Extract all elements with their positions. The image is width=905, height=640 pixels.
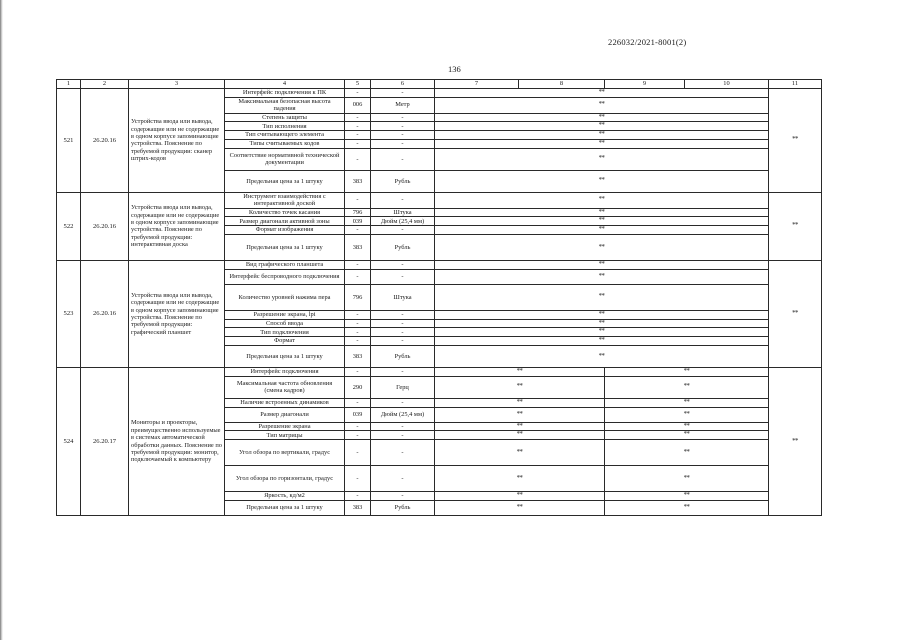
characteristic-name: Степень защиты [225, 113, 345, 122]
value-cell: ** [435, 113, 769, 122]
unit-code: - [345, 466, 371, 492]
characteristic-name: Интерфейс подключения к ПК [225, 89, 345, 98]
value-cell: ** [435, 501, 605, 516]
unit-code: 006 [345, 97, 371, 113]
unit-name: - [371, 337, 435, 346]
unit-name: - [371, 122, 435, 131]
value-cell: ** [435, 337, 769, 346]
value-cell: ** [435, 319, 769, 328]
characteristic-name: Наличие встроенных динамиков [225, 398, 345, 407]
unit-name: Рубль [371, 346, 435, 368]
unit-code: - [345, 368, 371, 377]
characteristic-name: Тип матрицы [225, 431, 345, 440]
value-cell: ** [605, 466, 769, 492]
characteristic-name: Типы считываемых кодов [225, 139, 345, 148]
unit-name: - [371, 422, 435, 431]
unit-code: - [345, 440, 371, 466]
unit-code: - [345, 192, 371, 208]
value-cell: ** [605, 376, 769, 398]
table-row [57, 192, 822, 208]
item-name: Устройства ввода или вывода, содержащие или не содержащие в одном корпусе запоминающие устройства. Пояснение по требуемой продукции: интерактивная доска [129, 192, 225, 260]
column-number: 9 [605, 80, 685, 89]
unit-code: 383 [345, 234, 371, 260]
value-cell: ** [435, 376, 605, 398]
characteristic-name: Тип считывающего элемента [225, 131, 345, 140]
unit-code: - [345, 492, 371, 501]
unit-code: - [345, 122, 371, 131]
unit-code: - [345, 269, 371, 284]
value-cell: ** [435, 368, 605, 377]
unit-name: - [371, 310, 435, 319]
characteristic-name: Разрешение экрана [225, 422, 345, 431]
value-cell: ** [435, 310, 769, 319]
unit-name: - [371, 131, 435, 140]
unit-code: 383 [345, 170, 371, 192]
okpd-code: 26.20.17 [81, 368, 129, 516]
unit-code: 796 [345, 208, 371, 217]
value-cell: ** [435, 284, 769, 310]
value-cell: ** [605, 431, 769, 440]
unit-code: - [345, 113, 371, 122]
unit-name: Дюйм (25,4 мм) [371, 407, 435, 422]
value-cell: ** [605, 407, 769, 422]
scan-edge [0, 0, 3, 640]
unit-name: - [371, 226, 435, 235]
value-cell: ** [435, 192, 769, 208]
value-cell: ** [435, 89, 769, 98]
unit-name: - [371, 398, 435, 407]
value-cell: ** [605, 492, 769, 501]
characteristic-name: Яркость, кд/м2 [225, 492, 345, 501]
value-cell: ** [605, 422, 769, 431]
value-cell: ** [435, 139, 769, 148]
value-cell: ** [435, 131, 769, 140]
value-cell: ** [435, 122, 769, 131]
characteristic-name: Способ ввода [225, 319, 345, 328]
unit-code: - [345, 431, 371, 440]
unit-code: 796 [345, 284, 371, 310]
table-row [57, 89, 822, 98]
column-number: 6 [371, 80, 435, 89]
okpd-code: 26.20.16 [81, 192, 129, 260]
unit-code: - [345, 337, 371, 346]
value-cell: ** [435, 466, 605, 492]
characteristic-name: Формат [225, 337, 345, 346]
column-number: 1 [57, 80, 81, 89]
characteristic-name: Соответствие нормативной технической документации [225, 148, 345, 170]
unit-code: - [345, 226, 371, 235]
unit-code: - [345, 310, 371, 319]
characteristic-name: Максимальная безопасная высота падения [225, 97, 345, 113]
value-cell: ** [605, 398, 769, 407]
unit-code: - [345, 89, 371, 98]
value-cell: ** [435, 431, 605, 440]
characteristic-name: Угол обзора по вертикали, градус [225, 440, 345, 466]
characteristic-name: Интерфейс беспроводного подключения [225, 269, 345, 284]
characteristic-name: Количество точек касания [225, 208, 345, 217]
item-number: 521 [57, 89, 81, 193]
okpd-code: 26.20.16 [81, 260, 129, 367]
unit-name: Герц [371, 376, 435, 398]
column-number: 2 [81, 80, 129, 89]
characteristic-name: Угол обзора по горизонтали, градус [225, 466, 345, 492]
column-number: 8 [519, 80, 605, 89]
characteristic-name: Размер диагонали [225, 407, 345, 422]
item-number: 522 [57, 192, 81, 260]
value-cell: ** [435, 328, 769, 337]
unit-code: 383 [345, 346, 371, 368]
column-11-value: ** [769, 368, 822, 516]
value-cell: ** [435, 492, 605, 501]
characteristic-name: Максимальная частота обновления (смена кадров) [225, 376, 345, 398]
unit-name: Штука [371, 284, 435, 310]
unit-code: - [345, 398, 371, 407]
unit-name: - [371, 139, 435, 148]
characteristic-name: Разрешение экрана, lpi [225, 310, 345, 319]
unit-code: 039 [345, 217, 371, 226]
unit-code: - [345, 131, 371, 140]
unit-name: Дюйм (25,4 мм) [371, 217, 435, 226]
unit-code: - [345, 328, 371, 337]
characteristic-name: Тип подключения [225, 328, 345, 337]
item-name: Мониторы и проекторы, преимущественно используемые в системах автоматической обработки данных. Пояснение по требуемой продукции: монитор, подключаемый к компьютеру [129, 368, 225, 516]
column-11-value: ** [769, 260, 822, 367]
value-cell: ** [435, 269, 769, 284]
specification-table [56, 79, 822, 516]
unit-name: - [371, 492, 435, 501]
table-row [57, 260, 822, 269]
unit-code: - [345, 422, 371, 431]
value-cell: ** [435, 170, 769, 192]
value-cell: ** [435, 148, 769, 170]
unit-code: - [345, 260, 371, 269]
column-number: 11 [769, 80, 822, 89]
characteristic-name: Размер диагонали активной зоны [225, 217, 345, 226]
column-number-row [57, 80, 822, 89]
value-cell: ** [435, 217, 769, 226]
characteristic-name: Тип исполнения [225, 122, 345, 131]
characteristic-name: Инструмент взаимодействия с интерактивной доской [225, 192, 345, 208]
unit-name: - [371, 368, 435, 377]
item-number: 523 [57, 260, 81, 367]
value-cell: ** [605, 440, 769, 466]
unit-name: - [371, 440, 435, 466]
value-cell: ** [435, 398, 605, 407]
unit-code: 290 [345, 376, 371, 398]
unit-name: - [371, 89, 435, 98]
column-number: 10 [685, 80, 769, 89]
characteristic-name: Вид графического планшета [225, 260, 345, 269]
unit-name: Штука [371, 208, 435, 217]
value-cell: ** [435, 97, 769, 113]
item-name: Устройства ввода или вывода, содержащие или не содержащие в одном корпусе запоминающие устройства. Пояснение по требуемой продукции: графический планшет [129, 260, 225, 367]
column-11-value: ** [769, 89, 822, 193]
okpd-code: 26.20.16 [81, 89, 129, 193]
page-number: 136 [448, 64, 461, 74]
unit-name: - [371, 319, 435, 328]
column-number: 7 [435, 80, 519, 89]
unit-name: - [371, 431, 435, 440]
unit-name: Метр [371, 97, 435, 113]
characteristic-name: Предельная цена за 1 штуку [225, 234, 345, 260]
unit-code: 383 [345, 501, 371, 516]
value-cell: ** [435, 260, 769, 269]
unit-name: - [371, 148, 435, 170]
value-cell: ** [435, 234, 769, 260]
column-number: 3 [129, 80, 225, 89]
characteristic-name: Предельная цена за 1 штуку [225, 170, 345, 192]
unit-name: - [371, 192, 435, 208]
value-cell: ** [605, 368, 769, 377]
characteristic-name: Количество уровней нажима пера [225, 284, 345, 310]
characteristic-name: Формат изображения [225, 226, 345, 235]
characteristic-name: Предельная цена за 1 штуку [225, 501, 345, 516]
unit-name: - [371, 328, 435, 337]
item-number: 524 [57, 368, 81, 516]
value-cell: ** [435, 208, 769, 217]
column-number: 4 [225, 80, 345, 89]
characteristic-name: Интерфейс подключения [225, 368, 345, 377]
table-row [57, 368, 822, 377]
value-cell: ** [435, 422, 605, 431]
unit-code: - [345, 148, 371, 170]
value-cell: ** [435, 226, 769, 235]
unit-name: Рубль [371, 170, 435, 192]
unit-name: Рубль [371, 234, 435, 260]
unit-code: - [345, 139, 371, 148]
unit-code: 039 [345, 407, 371, 422]
characteristic-name: Предельная цена за 1 штуку [225, 346, 345, 368]
unit-name: - [371, 113, 435, 122]
unit-name: - [371, 269, 435, 284]
value-cell: ** [605, 501, 769, 516]
unit-name: - [371, 466, 435, 492]
column-11-value: ** [769, 192, 822, 260]
value-cell: ** [435, 346, 769, 368]
column-number: 5 [345, 80, 371, 89]
item-name: Устройства ввода или вывода, содержащие или не содержащие в одном корпусе запоминающие устройства. Пояснение по требуемой продукции: сканер штрих-кодов [129, 89, 225, 193]
unit-name: - [371, 260, 435, 269]
value-cell: ** [435, 407, 605, 422]
unit-name: Рубль [371, 501, 435, 516]
unit-code: - [345, 319, 371, 328]
value-cell: ** [435, 440, 605, 466]
document-number: 226032/2021-8001(2) [608, 37, 687, 47]
